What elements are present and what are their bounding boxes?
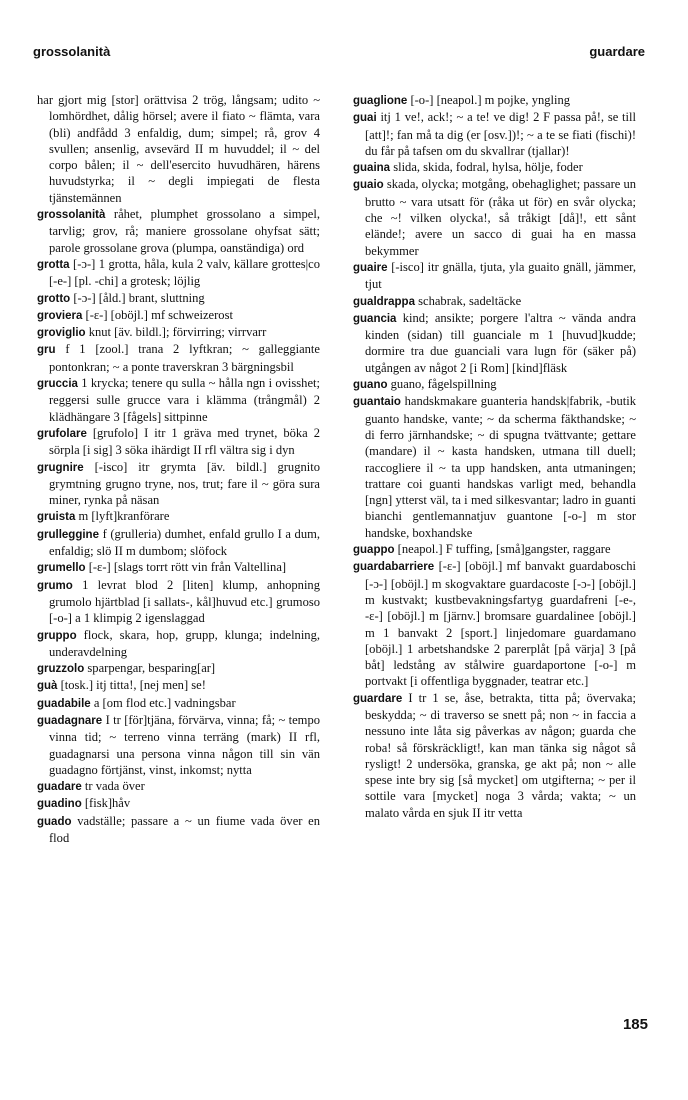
entry-headword: grulleggine [37, 528, 99, 541]
dictionary-entry [353, 310, 636, 376]
entry-definition: [fisk]håv [84, 796, 131, 811]
entry-definition: [-ɛ-] [oböjl.] mf banvakt guardaboschi [-ɔ-] [oböjl.] m skogvaktare guardacoste [-ɔ-] [oböjl.] m kustvakt; kustbevakningsfartyg guardafreni [-e-, -ɛ-] [oböjl.] m [järnv.] bromsare guardalinee [oböjl.] m 1 banvakt 2 [sport.] linjedomare guardamano [oböjl.] 1 arbetshandske 2 parerplåt [på värja] 3 [på båt] ledstång av stålwire guardaportone [-o-] m portvakt [i offentliga byggnader, teatrar etc.] [365, 559, 636, 689]
dictionary-entry [37, 425, 320, 459]
entry-headword: guadino [37, 798, 82, 811]
dictionary-entry [37, 508, 320, 525]
dictionary-entry [353, 376, 636, 393]
entry-definition: [-ɔ-] [åld.] brant, sluttning [73, 290, 205, 305]
entry-definition: slida, skida, fodral, hylsa, hölje, foder [393, 160, 583, 175]
entry-definition: skada, olycka; motgång, obehaglighet; passare un brutto ~ vara utsatt för (råka ut för) en svår olycka; che ~! vilken olycka!, så tråkigt [då]!, ett sånt elände!; avere un sacco di guai ha en massa bekymmer [365, 177, 637, 258]
dictionary-entry [37, 577, 320, 627]
entry-headword: gualdrappa [353, 295, 415, 308]
entry-definition: 1 levrat blod 2 [liten] klump, anhopning grumolo hjärtblad [i sallats-, kål]huvud etc.] grumoso [-o-] a 1 klimpig 2 igenslaggad [49, 577, 320, 626]
entry-definition: handskmakare guanteria handsk|fabrik, -butik guanto handske, vante; ~ da scherma fäkthandske; ~ di ferro järnhandske; ~ di spugna tvättvante; gettare (mandare) il ~ kasta handsken, utmana till duell; raccogliere il ~ ta upp handsken, anta utmaningen; trattare coi guanti handskas varligt med, behandla [ngn] ytterst väl, ta i med silkesvantar; ladro in guanti bianchi gentlemannatjuv guantone [-o-] m stor handske, boxhandske [365, 394, 636, 540]
entry-definition: [tosk.] itj titta!, [nej men] se! [60, 678, 206, 693]
entry-definition: [-ɛ-] [oböjl.] mf schweizerost [85, 307, 233, 322]
dictionary-entry [37, 526, 320, 560]
dictionary-entry [37, 256, 320, 290]
entry-headword: grugnire [37, 461, 84, 474]
dictionary-entry [353, 293, 636, 310]
entry-definition: I tr [för]tjäna, förvärva, vinna; få; ~ tempo vinna tid; ~ terreno vinna terräng (mark) II rfl, guadagnarsi una persona vinna någon till sin vän guadagno förtjänst, vinst, inkomst; nytta [49, 712, 320, 777]
dictionary-entry [37, 813, 320, 847]
entry-definition: [-o-] [neapol.] m pojke, yngling [410, 93, 571, 107]
dictionary-entry [37, 206, 320, 256]
dictionary-entry [37, 559, 320, 576]
dictionary-entry [353, 393, 636, 541]
entry-headword: guado [37, 815, 72, 828]
entry-headword: guappo [353, 544, 395, 557]
entry-headword: groviera [37, 309, 83, 322]
right-column [353, 92, 636, 821]
dictionary-entry [37, 627, 320, 661]
dictionary-entry [37, 695, 320, 712]
entry-definition: itj 1 ve!, ack!; ~ a te! ve dig! 2 F passa på!, se till [att]!; fan må ta dig (er [osv.])!; ~ a te se fiati (fischi)! du får på tafsen om du skvallrar (tjallar)! [365, 110, 636, 158]
dictionary-entry [353, 176, 636, 258]
entry-headword: grossolanità [37, 209, 106, 222]
dictionary-entry [37, 795, 320, 812]
entry-definition: tr vada över [84, 779, 145, 794]
entry-headword: guadabile [37, 697, 91, 710]
entry-definition: f (grulleria) dumhet, enfald grullo I a dum, enfaldig; slö II m dumbom; slöfock [49, 526, 320, 559]
entry-definition: I tr 1 se, åse, betrakta, titta på; övervaka; beskydda; ~ di traverso se snett på; non ~ in faccia a nessuno inte låta sig påverkas av någon; guarda che roba! så förskräckligt!, kan man tänka sig något så rysligt! 2 undersöka, granska, ge akt på; non ~ alle spese inte bry sig [så mycket] om utgifterna; ~ per il sottile vara [mycket] noga 3 vårda; vakta; ~ un malato vårda en sjuk II itr vetta [365, 690, 636, 820]
entry-headword: guancia [353, 312, 397, 325]
left-column [37, 92, 320, 846]
entry-headword: guaina [353, 162, 391, 175]
entry-definition: 1 krycka; tenere qu sulla ~ hålla ngn i ovisshet; reggersi sulle grucce vara i klämma (trångmål) 2 klädhängare 3 [fågels] sittpinne [49, 376, 320, 424]
entry-headword: grufolare [37, 427, 87, 440]
dictionary-entry [37, 677, 320, 694]
entry-definition: [grufolo] I itr 1 gräva med trynet, böka 2 sörpla [i sig] 3 söka ihärdigt II rfl vältra sig i dyn [49, 425, 320, 458]
entry-headword: gruppo [37, 629, 77, 642]
dictionary-entry [37, 307, 320, 324]
entry-definition: knut [äv. bildl.]; förvirring; virrvarr [88, 325, 267, 340]
page-number: 185 [622, 1016, 648, 1033]
dictionary-entry [37, 92, 320, 206]
entry-definition: f 1 [zool.] trana 2 lyftkran; ~ galleggiante pontonkran; ~ a ponte traverskran 3 bärgningsbil [49, 342, 320, 374]
entry-headword: guadagnare [37, 714, 103, 727]
entry-definition: [-isco] itr gnälla, tjuta, yla guaito gnäll, jämmer, tjut [365, 259, 636, 292]
dictionary-entry [353, 690, 636, 821]
entry-definition: [-ɛ-] [slags torrt rött vin från Valtellina] [88, 560, 287, 575]
entry-headword: guai [353, 112, 377, 125]
entry-definition: [neapol.] F tuffing, [små]gangster, raggare [397, 542, 611, 557]
dictionary-entry [37, 712, 320, 778]
entry-definition: schabrak, sadeltäcke [418, 293, 522, 308]
entry-definition: [-isco] itr grymta [äv. bildl.] grugnito grymtning grugno tryne, nos, trut; fare il ~ göra sura miner, rynka på näsan [49, 459, 320, 508]
dictionary-entry [353, 109, 636, 159]
entry-headword: guaire [353, 261, 388, 274]
entry-headword: guaio [353, 179, 384, 192]
entry-headword: grumo [37, 579, 73, 592]
dictionary-entry [37, 778, 320, 795]
dictionary-entry [353, 541, 636, 558]
dictionary-entry [37, 459, 320, 509]
entry-headword: guaglione [353, 95, 408, 107]
dictionary-entry [353, 558, 636, 689]
entry-headword: guà [37, 680, 58, 693]
entry-definition: flock, skara, hop, grupp, klunga; indelning, underavdelning [49, 627, 320, 659]
entry-headword: guantaio [353, 396, 401, 409]
entry-definition: m [lyft]kranförare [78, 509, 170, 524]
entry-headword: guano [353, 379, 388, 392]
entry-headword: guardare [353, 692, 403, 705]
dictionary-entry [37, 324, 320, 341]
entry-headword: grumello [37, 562, 86, 575]
entry-headword: grotta [37, 258, 70, 271]
entry-headword: grotto [37, 292, 71, 305]
entry-headword: gruzzolo [37, 663, 85, 676]
entry-definition: guano, fågelspillning [390, 377, 497, 392]
dictionary-entry [37, 375, 320, 425]
entry-definition: råhet, plumphet grossolano a simpel, tarvlig; grov, rå; maniere grossolane ohyfsat sätt; parole grossolane grova (plumpa, oanständiga) ord [49, 207, 320, 255]
dictionary-entry [37, 660, 320, 677]
entry-headword: guadare [37, 781, 82, 794]
entry-definition: har gjort mig [stor] orättvisa 2 trög, långsam; udito ~ lomhördhet, dålig hörsel; avere il fiato ~ flämta, vara (bli) andfådd 3 enfaldig, dum; simpel; rå, grov 4 svullen; ansenlig, avsevärd II m huvuddel; il ~ del corpo bålen; il ~ dell'esercito huvudhären, härens huvudstyrka; il ~ degli impiegati de flesta tjänstemännen [37, 93, 320, 205]
dictionary-entry [353, 259, 636, 293]
entry-definition: kind; ansikte; porgere l'altra ~ vända andra kinden (sidan) till guanciale m 1 [huvud]kudde; dormire tra due guanciali vara lugn för (säker på) utgången av något 2 [i Rom] [kind]fläsk [365, 310, 637, 375]
entry-definition: sparpengar, besparing[ar] [87, 661, 216, 676]
header-left-guide-word: grossolanità [33, 44, 111, 59]
dictionary-entry [353, 92, 636, 109]
entry-headword: gruccia [37, 378, 78, 391]
dictionary-entry [37, 290, 320, 307]
entry-headword: groviglio [37, 327, 86, 340]
entry-definition: vadställe; passare a ~ un fiume vada över en flod [49, 813, 321, 846]
entry-headword: gru [37, 344, 56, 357]
dictionary-entry [37, 341, 320, 375]
header-right-guide-word: guardare [589, 44, 645, 59]
entry-definition: a [om flod etc.] vadningsbar [93, 695, 236, 710]
entry-definition: [-ɔ-] 1 grotta, håla, kula 2 valv, källare grottes|co [-e-] [pl. -chi] a grotesk; löjlig [49, 256, 320, 289]
entry-headword: guardabarriere [353, 561, 435, 574]
entry-headword: gruista [37, 511, 76, 524]
dictionary-entry [353, 159, 636, 176]
